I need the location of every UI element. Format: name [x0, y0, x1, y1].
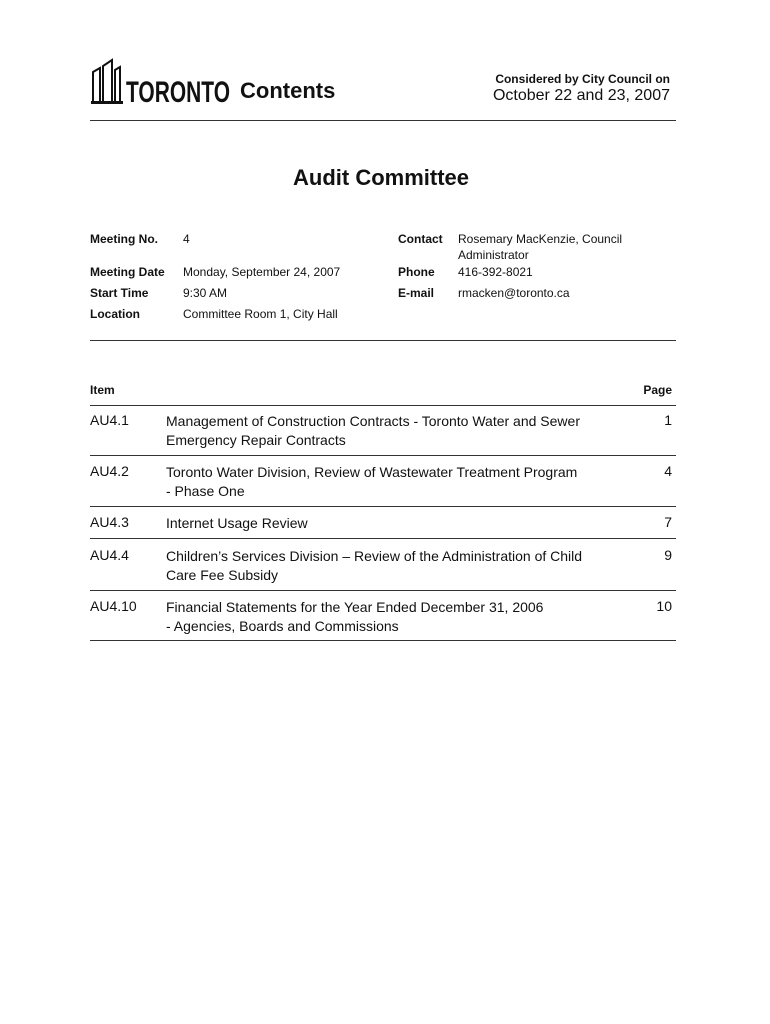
- item-number: AU4.1: [90, 412, 129, 428]
- phone-value: 416-392-8021: [458, 265, 533, 279]
- page-column-header: Page: [643, 383, 672, 397]
- meeting-no-label: Meeting No.: [90, 232, 158, 246]
- item-description-line: Internet Usage Review: [166, 515, 308, 531]
- meeting-date-label: Meeting Date: [90, 265, 165, 279]
- item-description-line: Children’s Services Division – Review of the Administration of Child: [166, 548, 583, 564]
- council-dates: October 22 and 23, 2007: [492, 87, 670, 104]
- item-description: [166, 412, 626, 450]
- item-description: [166, 547, 626, 585]
- item-number: AU4.2: [90, 463, 129, 479]
- table-header-divider: [90, 405, 676, 406]
- committee-title: Audit Committee: [293, 165, 469, 190]
- location-value: Committee Room 1, City Hall: [183, 307, 338, 321]
- item-description-line: - Agencies, Boards and Commissions: [166, 618, 399, 634]
- item-description: [166, 514, 626, 533]
- item-number: AU4.3: [90, 514, 129, 530]
- item-description-line: Financial Statements for the Year Ended December 31, 2006: [166, 599, 544, 615]
- meeting-date-value: Monday, September 24, 2007: [183, 265, 341, 279]
- table-bottom-divider: [90, 640, 676, 641]
- row-divider: [90, 506, 676, 507]
- item-page-number: 4: [664, 463, 672, 479]
- item-page-number: 7: [664, 514, 672, 530]
- considered-label: Considered by City Council on: [495, 72, 670, 86]
- contact-value-line1: Rosemary MacKenzie, Council: [458, 232, 623, 246]
- item-description-line: - Phase One: [166, 483, 245, 499]
- header-divider: [90, 120, 676, 121]
- item-number: AU4.10: [90, 598, 137, 614]
- item-description: [166, 463, 626, 501]
- city-hall-icon: [90, 56, 240, 106]
- item-description-line: Care Fee Subsidy: [166, 567, 279, 583]
- location-label: Location: [90, 307, 140, 321]
- item-page-number: 1: [664, 412, 672, 428]
- item-description-line: Management of Construction Contracts - Toronto Water and Sewer: [166, 413, 580, 429]
- meeting-info-divider: [90, 340, 676, 341]
- email-value: rmacken@toronto.ca: [458, 286, 570, 300]
- logo-wordmark: TORONTO: [126, 76, 230, 106]
- item-description-line: Emergency Repair Contracts: [166, 432, 346, 448]
- row-divider: [90, 590, 676, 591]
- item-page-number: 10: [656, 598, 672, 614]
- row-divider: [90, 538, 676, 539]
- item-number: AU4.4: [90, 547, 129, 563]
- item-page-number: 9: [664, 547, 672, 563]
- item-description-line: Toronto Water Division, Review of Wastewater Treatment Program: [166, 464, 578, 480]
- meeting-no-value: 4: [183, 232, 190, 246]
- toronto-logo: [90, 56, 240, 106]
- row-divider: [90, 455, 676, 456]
- item-column-header: Item: [90, 383, 115, 397]
- start-time-label: Start Time: [90, 286, 149, 300]
- contents-title: Contents: [240, 78, 336, 103]
- email-label: E-mail: [398, 286, 435, 300]
- phone-label: Phone: [398, 265, 435, 279]
- contact-label: Contact: [398, 232, 443, 246]
- contact-value-line2: Administrator: [458, 248, 529, 262]
- item-description: [166, 598, 626, 636]
- start-time-value: 9:30 AM: [183, 286, 228, 300]
